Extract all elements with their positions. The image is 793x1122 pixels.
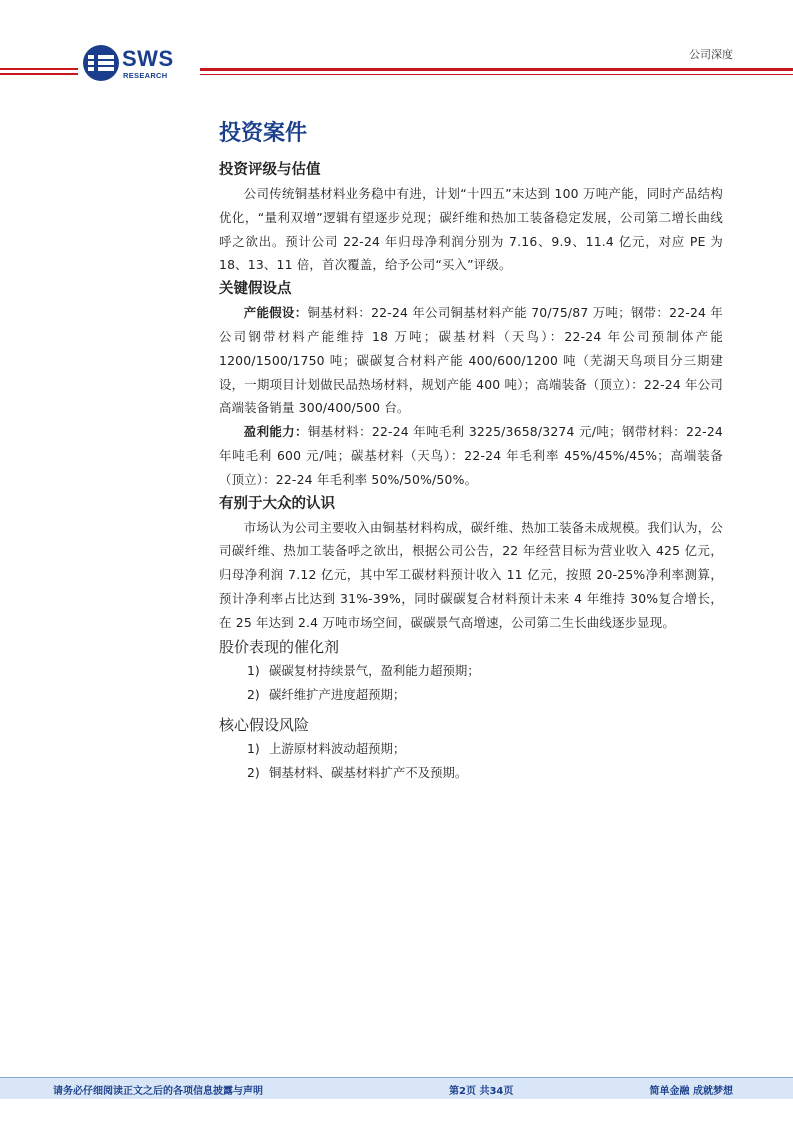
- section-heading-different: 有别于大众的认识: [219, 495, 335, 512]
- list-text: 碳碳复材持续景气，盈利能力超预期；: [269, 662, 480, 678]
- footer-disclaimer: 请务必仔细阅读正文之后的各项信息披露与声明: [53, 1086, 263, 1097]
- profit-paragraph: [219, 420, 723, 491]
- list-number: 1): [247, 740, 260, 756]
- profit-text: 铜基材料：22-24 年吨毛利 3225/3658/3274 元/吨；钢带材料：22-24 年吨毛利 600 元/吨；碳基材料（天鸟）：22-24 年毛利率 45%/45%/45%；高端装备（顶立）：22-24 年毛利率 50%/50%/50%。: [219, 424, 724, 487]
- list-number: 1): [247, 662, 260, 678]
- rating-paragraph: 公司传统铜基材料业务稳中有进，计划“十四五”末达到 100 万吨产能，同时产品结构优化，“量利双增”逻辑有望逐步兑现；碳纤维和热加工装备稳定发展，公司第二增长曲线呼之欲出。预计公司 22-24 年归母净利润分别为 7.16、9.9、11.4 亿元，对应 PE 为 18、13、11 倍，首次覆盖，给予公司“买入”评级。: [219, 186, 723, 273]
- company-logo: [82, 44, 182, 86]
- different-paragraph: 市场认为公司主要收入由铜基材料构成，碳纤维、热加工装备未成规模。我们认为，公司碳纤维、热加工装备呼之欲出，根据公司公告，22 年经营目标为营业收入 425 亿元，归母净利润 7.12 亿元，其中军工碳材料预计收入 11 亿元，按照 20-25%净利率测算，预计净利率占比达到 31%-39%，同时碳碳复合材料预计未来 4 年维持 30%复合增长，在 25 年达到 2.4 万吨市场空间，碳碳景气高增速，公司第二生长曲线逐步显现。: [219, 519, 723, 630]
- list-item: [219, 659, 723, 683]
- section-heading-rating: 投资评级与估值: [219, 162, 321, 178]
- header-section-label: 公司深度: [689, 48, 733, 61]
- capacity-text: 铜基材料：22-24 年公司铜基材料产能 70/75/87 万吨；钢带：22-24 年公司钢带材料产能维持 18 万吨；碳基材料（天鸟）：22-24 年公司预制体产能 1200/1500/1750 吨；碳碳复合材料产能 400/600/1200 吨（芜湖天鸟项目分三期建设，一期项目计划做民品热场材料，规划产能 400 吨）；高端装备（顶立）：22-24 年公司高端装备销量 300/400/500 台。: [219, 305, 724, 416]
- profit-label: 盈利能力：: [243, 424, 308, 440]
- header-rule: [0, 73, 78, 75]
- list-text: 上游原材料波动超预期；: [269, 740, 406, 756]
- footer-rule: [0, 1077, 793, 1078]
- logo-globe-icon: [82, 44, 120, 82]
- footer-slogan: 简单金融 成就梦想: [649, 1086, 733, 1097]
- header-rule: [0, 68, 78, 70]
- list-item: [219, 761, 723, 785]
- list-text: 碳纤维扩产进度超预期；: [269, 686, 406, 702]
- section-heading-assumptions: 关键假设点: [219, 281, 292, 298]
- footer-page-number: 第2页 共34页: [449, 1086, 514, 1097]
- page-title: 投资案件: [219, 121, 308, 146]
- list-number: 2): [247, 686, 260, 702]
- logo-text: SWS: [122, 46, 174, 71]
- main-content: [219, 118, 723, 785]
- list-text: 铜基材料、碳基材料扩产不及预期。: [269, 764, 468, 780]
- header-rule: [200, 68, 793, 71]
- section-heading-catalysts: 股价表现的催化剂: [219, 637, 340, 656]
- capacity-paragraph: [219, 301, 723, 420]
- header-rule: [200, 74, 793, 75]
- capacity-label: 产能假设：: [243, 305, 308, 321]
- list-number: 2): [247, 764, 260, 780]
- section-heading-risks: 核心假设风险: [219, 715, 310, 734]
- logo-subtext: RESEARCH: [123, 71, 168, 80]
- list-item: [219, 683, 723, 707]
- list-item: [219, 737, 723, 761]
